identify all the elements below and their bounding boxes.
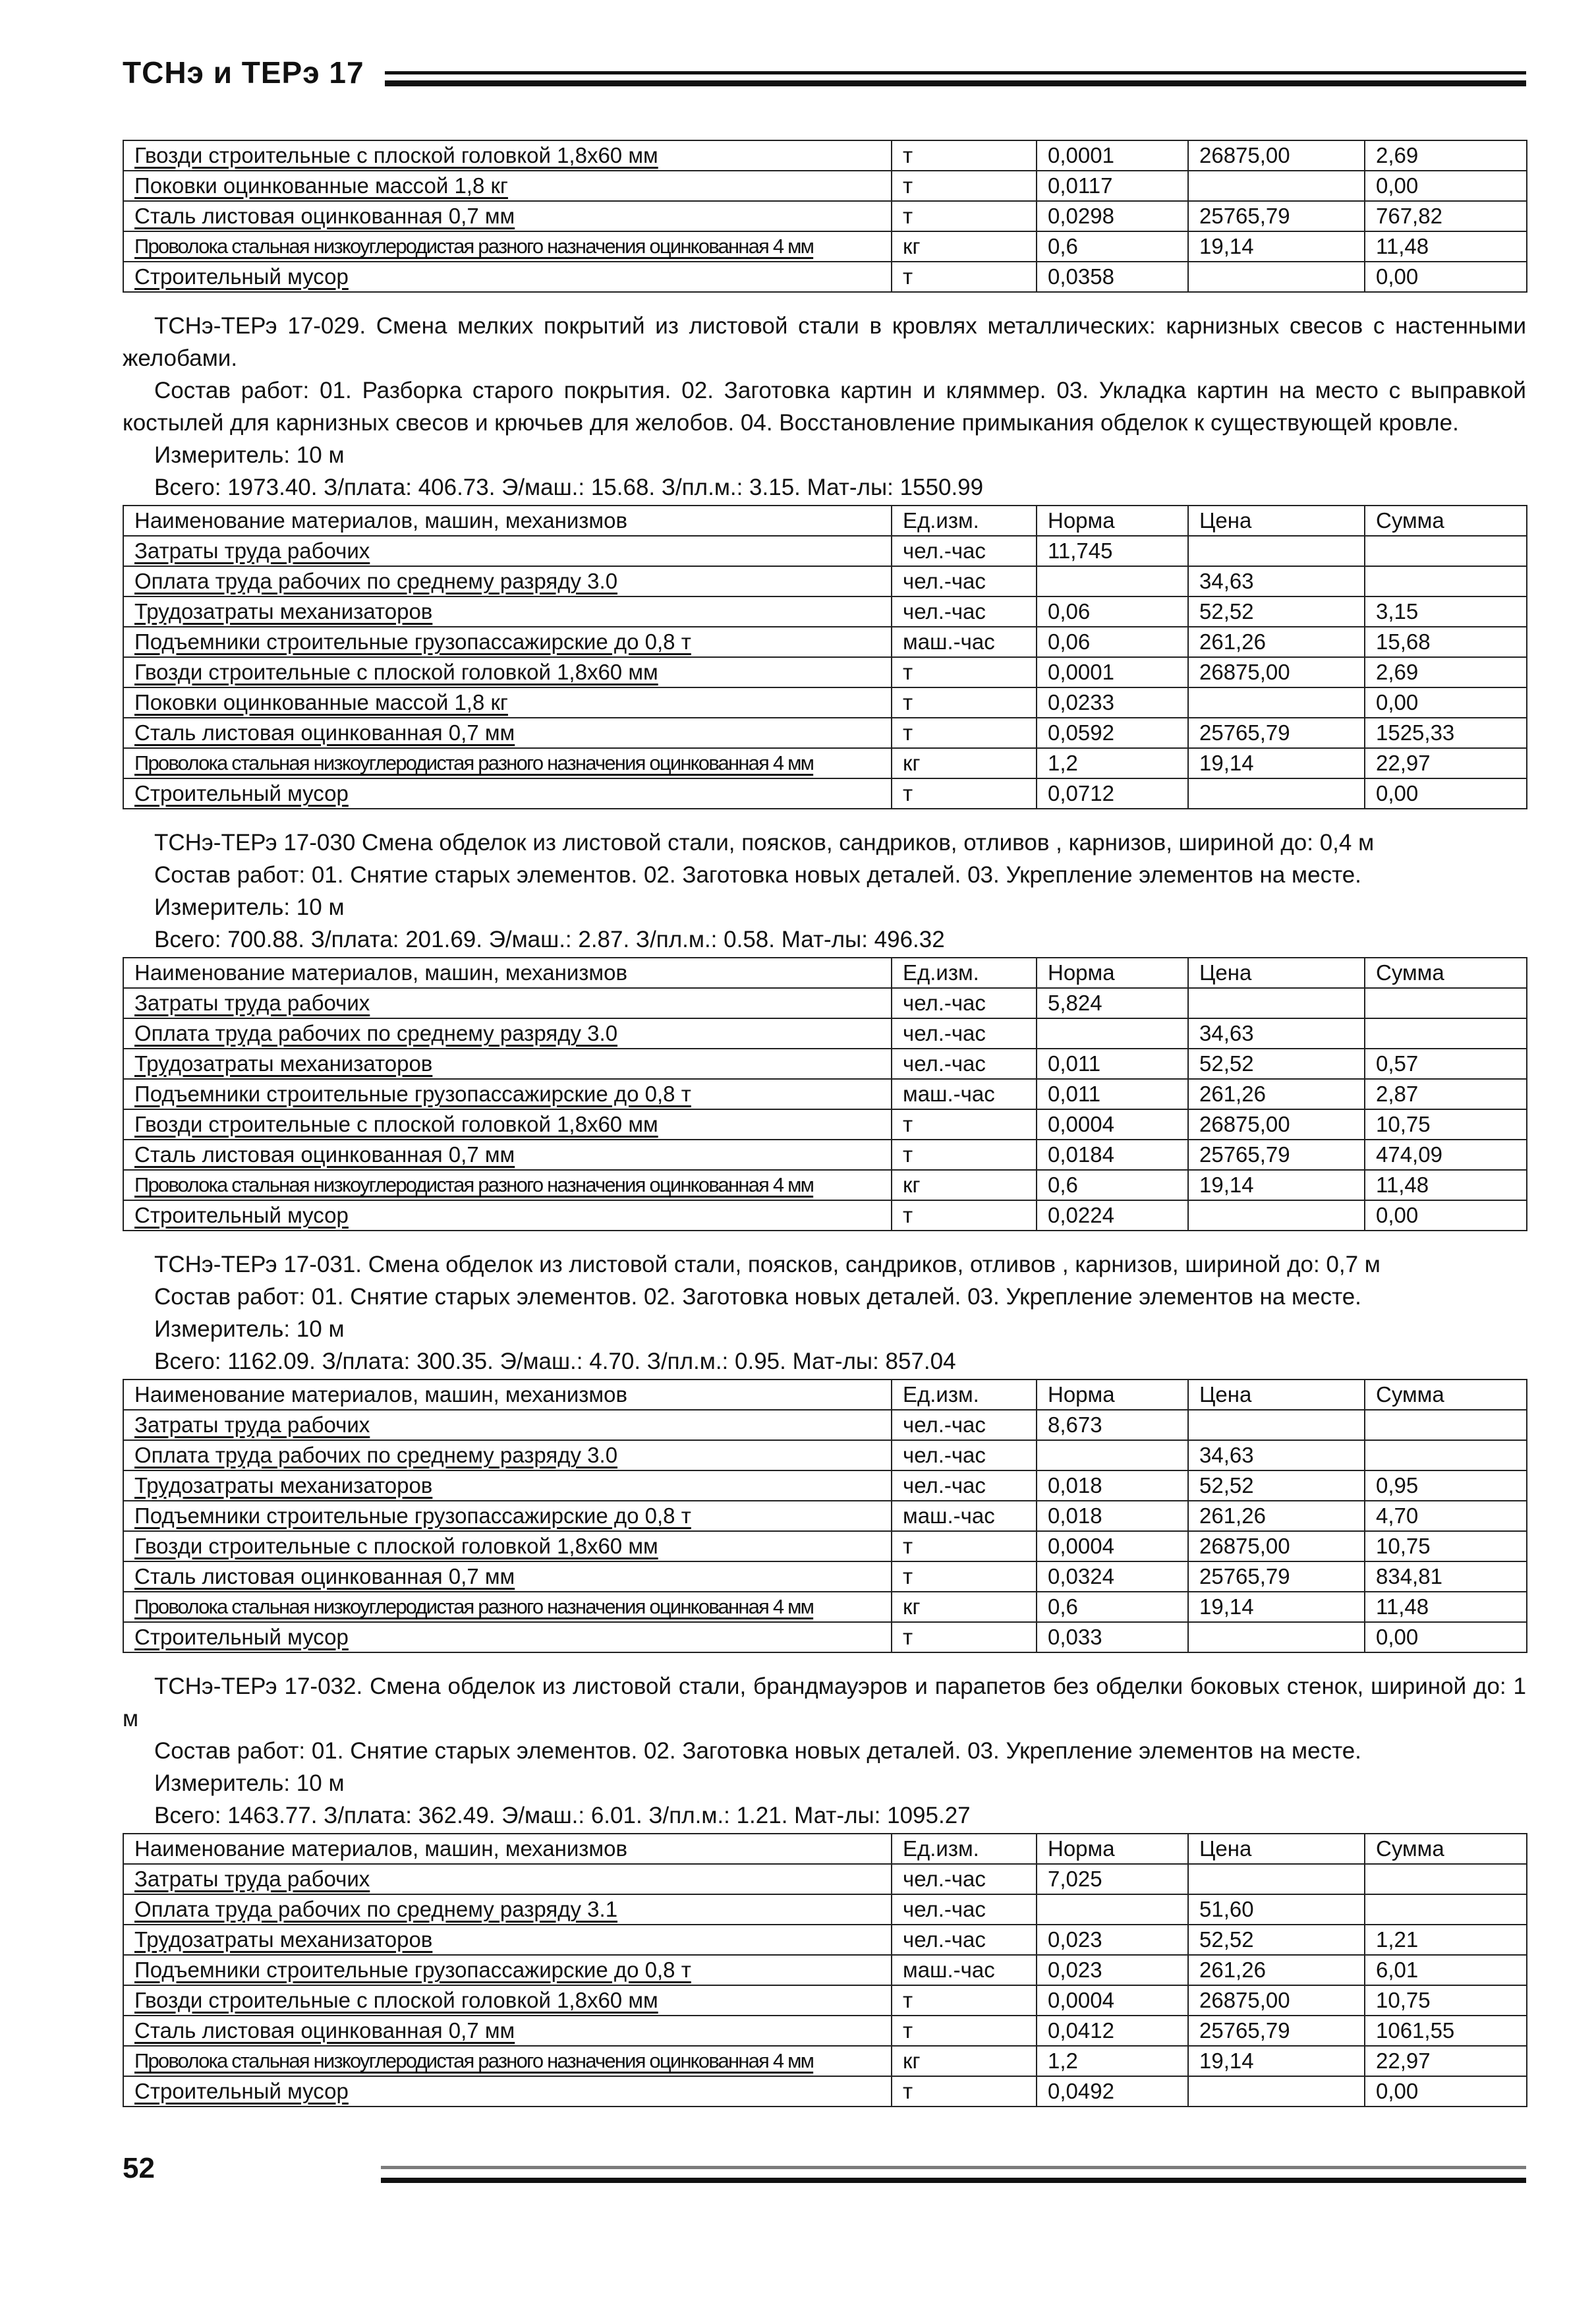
cost-totals: Всего: 700.88. З/плата: 201.69. Э/маш.: 2.87. З/пл.м.: 0.58. Мат-лы: 496.32	[154, 927, 945, 952]
cell-price: 25765,79	[1188, 201, 1365, 231]
cell-unit: кг	[892, 2046, 1037, 2076]
cell-price: 19,14	[1188, 231, 1365, 262]
cell-sum: 2,69	[1365, 140, 1527, 171]
cell-sum: 0,00	[1365, 687, 1527, 718]
cell-unit: т	[892, 1200, 1037, 1231]
cell-norm: 0,0117	[1037, 171, 1188, 201]
table-row	[123, 1864, 1527, 1894]
cell-unit: маш.-час	[892, 1955, 1037, 1985]
cell-unit: чел.-час	[892, 596, 1037, 627]
cell-name: Оплата труда рабочих по среднему разряду 3.0	[123, 1440, 892, 1470]
resource-table	[123, 505, 1527, 809]
running-title: ТСНэ и ТЕРэ 17	[123, 55, 364, 90]
cell-unit: т	[892, 2016, 1037, 2046]
cell-unit: чел.-час	[892, 1440, 1037, 1470]
cell-price: 25765,79	[1188, 1561, 1365, 1592]
cell-unit: кг	[892, 231, 1037, 262]
cell-price	[1188, 262, 1365, 292]
cell-price: 26875,00	[1188, 1531, 1365, 1561]
cell-unit: кг	[892, 1592, 1037, 1622]
table-row	[123, 201, 1527, 231]
cell-sum: 11,48	[1365, 1170, 1527, 1200]
table-row	[123, 1140, 1527, 1170]
continued-resource-table	[123, 140, 1527, 293]
column-header-norm: Норма	[1037, 958, 1188, 988]
cell-sum	[1365, 566, 1527, 596]
cell-price: 25765,79	[1188, 1140, 1365, 1170]
cell-unit: т	[892, 201, 1037, 231]
cell-norm: 0,011	[1037, 1079, 1188, 1109]
cell-unit: т	[892, 1985, 1037, 2016]
cell-name: Сталь листовая оцинкованная 0,7 мм	[123, 718, 892, 748]
cell-norm: 0,0412	[1037, 2016, 1188, 2046]
cell-name: Подъемники строительные грузопассажирские до 0,8 т	[123, 1955, 892, 1985]
cell-name: Проволока стальная низкоуглеродистая разного назначения оцинкованная 4 мм	[123, 1170, 892, 1200]
cell-price: 52,52	[1188, 1470, 1365, 1501]
table-row	[123, 1470, 1527, 1501]
cell-unit: чел.-час	[892, 1470, 1037, 1501]
section-title-text: ТСНэ-ТЕРэ 17-029. Смена мелких покрытий из листовой стали в кровлях металлических: карнизных свесов с настенными желобами.	[123, 313, 1526, 371]
cell-price: 34,63	[1188, 1440, 1365, 1470]
cell-price	[1188, 536, 1365, 566]
cell-name: Сталь листовая оцинкованная 0,7 мм	[123, 2016, 892, 2046]
cell-name: Трудозатраты механизаторов	[123, 1925, 892, 1955]
cell-sum: 0,00	[1365, 1622, 1527, 1652]
cell-name: Строительный мусор	[123, 1622, 892, 1652]
cell-unit: т	[892, 2076, 1037, 2107]
cell-name: Затраты труда рабочих	[123, 536, 892, 566]
cell-norm: 0,023	[1037, 1955, 1188, 1985]
cell-norm: 0,06	[1037, 627, 1188, 657]
work-composition	[123, 1735, 1526, 1767]
cell-name: Проволока стальная низкоуглеродистая разного назначения оцинкованная 4 мм	[123, 2046, 892, 2076]
cell-unit: чел.-час	[892, 566, 1037, 596]
cell-name: Проволока стальная низкоуглеродистая разного назначения оцинкованная 4 мм	[123, 1592, 892, 1622]
rate-section	[123, 310, 1526, 809]
cell-unit: т	[892, 1561, 1037, 1592]
section-title-text: ТСНэ-ТЕРэ 17-031. Смена обделок из листовой стали, поясков, сандриков, отливов , карнизов, шириной до: 0,7 м	[154, 1252, 1381, 1277]
cell-norm: 0,0492	[1037, 2076, 1188, 2107]
cell-sum: 3,15	[1365, 596, 1527, 627]
cell-price	[1188, 1864, 1365, 1894]
cell-name: Затраты труда рабочих	[123, 1410, 892, 1440]
page-header	[123, 54, 1526, 94]
cell-sum: 0,00	[1365, 1200, 1527, 1231]
cell-name: Проволока стальная низкоуглеродистая разного назначения оцинкованная 4 мм	[123, 748, 892, 778]
cell-name: Гвозди строительные с плоской головкой 1,8х60 мм	[123, 1531, 892, 1561]
cell-norm: 0,018	[1037, 1470, 1188, 1501]
cell-name: Сталь листовая оцинкованная 0,7 мм	[123, 1140, 892, 1170]
cell-price	[1188, 778, 1365, 809]
cell-norm	[1037, 1894, 1188, 1925]
table-row	[123, 2076, 1527, 2107]
cell-price	[1188, 171, 1365, 201]
table-row	[123, 1410, 1527, 1440]
cell-price: 26875,00	[1188, 657, 1365, 687]
cell-price	[1188, 1410, 1365, 1440]
cell-name: Проволока стальная низкоуглеродистая разного назначения оцинкованная 4 мм	[123, 231, 892, 262]
table-row	[123, 1894, 1527, 1925]
cell-sum: 10,75	[1365, 1109, 1527, 1140]
cell-name: Подъемники строительные грузопассажирские до 0,8 т	[123, 627, 892, 657]
measure-unit: Измеритель: 10 м	[154, 442, 345, 468]
section-title-text: ТСНэ-ТЕРэ 17-030 Смена обделок из листовой стали, поясков, сандриков, отливов , карнизов, шириной до: 0,4 м	[154, 830, 1375, 856]
table-header-row	[123, 1380, 1527, 1410]
cell-name: Оплата труда рабочих по среднему разряду 3.0	[123, 566, 892, 596]
cell-unit: т	[892, 1622, 1037, 1652]
table-row	[123, 627, 1527, 657]
table-header-row	[123, 1834, 1527, 1864]
cell-price: 261,26	[1188, 1079, 1365, 1109]
cell-sum: 0,00	[1365, 262, 1527, 292]
cell-norm: 0,023	[1037, 1925, 1188, 1955]
cell-unit: маш.-час	[892, 1079, 1037, 1109]
cell-name: Гвозди строительные с плоской головкой 1,8х60 мм	[123, 1985, 892, 2016]
work-composition	[123, 374, 1526, 439]
cell-norm	[1037, 1440, 1188, 1470]
work-composition	[123, 1281, 1526, 1313]
column-header-price: Цена	[1188, 1834, 1365, 1864]
cell-sum	[1365, 1864, 1527, 1894]
section-title	[123, 827, 1526, 859]
measure-unit: Измеритель: 10 м	[154, 1316, 345, 1342]
table-row	[123, 1985, 1527, 2016]
column-header-unit: Ед.изм.	[892, 1380, 1037, 1410]
cell-name: Сталь листовая оцинкованная 0,7 мм	[123, 201, 892, 231]
column-header-sum: Сумма	[1365, 506, 1527, 536]
cell-norm: 0,6	[1037, 1170, 1188, 1200]
cost-totals: Всего: 1463.77. З/плата: 362.49. Э/маш.: 6.01. З/пл.м.: 1.21. Мат-лы: 1095.27	[154, 1803, 971, 1828]
cell-unit: т	[892, 718, 1037, 748]
cell-name: Гвозди строительные с плоской головкой 1,8х60 мм	[123, 657, 892, 687]
cell-norm: 0,6	[1037, 231, 1188, 262]
cell-unit: чел.-час	[892, 1925, 1037, 1955]
cell-price	[1188, 1622, 1365, 1652]
table-row	[123, 1049, 1527, 1079]
cell-name: Поковки оцинкованные массой 1,8 кг	[123, 687, 892, 718]
cell-unit: чел.-час	[892, 1018, 1037, 1049]
table-row	[123, 1592, 1527, 1622]
cell-norm: 0,0712	[1037, 778, 1188, 809]
cell-price: 19,14	[1188, 1592, 1365, 1622]
cell-price: 19,14	[1188, 2046, 1365, 2076]
cell-price: 261,26	[1188, 1501, 1365, 1531]
cell-price: 25765,79	[1188, 718, 1365, 748]
column-header-norm: Норма	[1037, 506, 1188, 536]
cell-norm: 1,2	[1037, 748, 1188, 778]
table-row	[123, 566, 1527, 596]
table-row	[123, 1925, 1527, 1955]
cell-name: Поковки оцинкованные массой 1,8 кг	[123, 171, 892, 201]
work-composition	[123, 859, 1526, 891]
column-header-name: Наименование материалов, машин, механизмов	[123, 958, 892, 988]
cell-norm: 0,0004	[1037, 1531, 1188, 1561]
cell-sum: 474,09	[1365, 1140, 1527, 1170]
cell-name: Затраты труда рабочих	[123, 1864, 892, 1894]
column-header-sum: Сумма	[1365, 1834, 1527, 1864]
cell-norm: 0,0001	[1037, 657, 1188, 687]
cell-sum: 2,87	[1365, 1079, 1527, 1109]
cell-unit: чел.-час	[892, 536, 1037, 566]
cell-price: 34,63	[1188, 1018, 1365, 1049]
page-footer	[123, 2150, 1526, 2196]
header-rule-thick	[385, 80, 1526, 86]
cell-price: 19,14	[1188, 748, 1365, 778]
resource-table	[123, 1379, 1527, 1653]
column-header-sum: Сумма	[1365, 958, 1527, 988]
cell-sum: 767,82	[1365, 201, 1527, 231]
work-composition-text: Состав работ: 01. Снятие старых элементов. 02. Заготовка новых деталей. 03. Укрепление элементов на месте.	[154, 862, 1361, 888]
cell-norm: 0,011	[1037, 1049, 1188, 1079]
column-header-norm: Норма	[1037, 1380, 1188, 1410]
cell-sum	[1365, 1410, 1527, 1440]
work-composition-text: Состав работ: 01. Разборка старого покрытия. 02. Заготовка картин и кляммер. 03. Укладка картин на место с выправкой костылей для карнизных свесов и крючьев для желобов. 04. Восстановление примыкания обделок к существующей кровле.	[123, 378, 1526, 436]
cell-norm: 0,0233	[1037, 687, 1188, 718]
cell-unit: т	[892, 1531, 1037, 1561]
rate-section	[123, 1670, 1526, 2107]
cell-price: 25765,79	[1188, 2016, 1365, 2046]
cell-unit: кг	[892, 1170, 1037, 1200]
header-rule-thin	[385, 71, 1526, 74]
cell-sum: 0,57	[1365, 1049, 1527, 1079]
cell-norm: 0,6	[1037, 1592, 1188, 1622]
cell-price: 19,14	[1188, 1170, 1365, 1200]
table-row	[123, 1079, 1527, 1109]
cell-sum	[1365, 1440, 1527, 1470]
cell-unit: т	[892, 262, 1037, 292]
table-row	[123, 2046, 1527, 2076]
table-row	[123, 1170, 1527, 1200]
cell-unit: маш.-час	[892, 1501, 1037, 1531]
cell-unit: т	[892, 778, 1037, 809]
cell-norm: 0,0004	[1037, 1109, 1188, 1140]
cell-name: Оплата труда рабочих по среднему разряду 3.0	[123, 1018, 892, 1049]
table-row	[123, 1200, 1527, 1231]
table-header-row	[123, 958, 1527, 988]
cell-name: Трудозатраты механизаторов	[123, 1470, 892, 1501]
column-header-unit: Ед.изм.	[892, 1834, 1037, 1864]
column-header-norm: Норма	[1037, 1834, 1188, 1864]
cell-name: Подъемники строительные грузопассажирские до 0,8 т	[123, 1079, 892, 1109]
table-header-row	[123, 506, 1527, 536]
cell-name: Оплата труда рабочих по среднему разряду 3.1	[123, 1894, 892, 1925]
table-row	[123, 2016, 1527, 2046]
cell-sum: 22,97	[1365, 748, 1527, 778]
cell-sum: 4,70	[1365, 1501, 1527, 1531]
cell-norm: 11,745	[1037, 536, 1188, 566]
cell-name: Затраты труда рабочих	[123, 988, 892, 1018]
cell-unit: т	[892, 657, 1037, 687]
cell-norm: 0,0224	[1037, 1200, 1188, 1231]
table-row	[123, 1955, 1527, 1985]
cell-norm: 8,673	[1037, 1410, 1188, 1440]
rate-section	[123, 827, 1526, 1231]
cell-sum: 0,00	[1365, 2076, 1527, 2107]
cell-price: 52,52	[1188, 1049, 1365, 1079]
cell-price: 52,52	[1188, 1925, 1365, 1955]
table-row	[123, 988, 1527, 1018]
cell-norm: 0,0004	[1037, 1985, 1188, 2016]
cell-norm: 0,0298	[1037, 201, 1188, 231]
table-row	[123, 1018, 1527, 1049]
cell-name: Строительный мусор	[123, 1200, 892, 1231]
cell-name: Трудозатраты механизаторов	[123, 596, 892, 627]
measure-unit: Измеритель: 10 м	[154, 1770, 345, 1796]
rate-section	[123, 1248, 1526, 1653]
cell-sum: 1061,55	[1365, 2016, 1527, 2046]
cell-unit: т	[892, 140, 1037, 171]
cell-price: 26875,00	[1188, 1985, 1365, 2016]
cell-norm	[1037, 1018, 1188, 1049]
cell-unit: чел.-час	[892, 1410, 1037, 1440]
column-header-price: Цена	[1188, 1380, 1365, 1410]
page-content	[123, 140, 1526, 2107]
cell-norm: 7,025	[1037, 1864, 1188, 1894]
resource-table	[123, 957, 1527, 1231]
cell-name: Подъемники строительные грузопассажирские до 0,8 т	[123, 1501, 892, 1531]
cell-sum: 0,95	[1365, 1470, 1527, 1501]
cell-unit: чел.-час	[892, 1864, 1037, 1894]
table-row	[123, 596, 1527, 627]
column-header-price: Цена	[1188, 506, 1365, 536]
cell-unit: т	[892, 1140, 1037, 1170]
cell-sum: 0,00	[1365, 778, 1527, 809]
cell-price: 26875,00	[1188, 1109, 1365, 1140]
cell-sum: 6,01	[1365, 1955, 1527, 1985]
cell-sum	[1365, 988, 1527, 1018]
cell-unit: кг	[892, 748, 1037, 778]
cell-sum: 10,75	[1365, 1531, 1527, 1561]
cell-sum: 2,69	[1365, 657, 1527, 687]
cell-name: Трудозатраты механизаторов	[123, 1049, 892, 1079]
section-title-text: ТСНэ-ТЕРэ 17-032. Смена обделок из листовой стали, брандмауэров и парапетов без обделки боковых стенок, шириной до: 1 м	[123, 1673, 1526, 1731]
cell-norm: 0,033	[1037, 1622, 1188, 1652]
cell-sum: 834,81	[1365, 1561, 1527, 1592]
cell-norm	[1037, 566, 1188, 596]
cell-name: Гвозди строительные с плоской головкой 1,8х60 мм	[123, 1109, 892, 1140]
cell-norm: 0,0592	[1037, 718, 1188, 748]
section-title	[123, 1248, 1526, 1281]
cell-sum	[1365, 1894, 1527, 1925]
table-row	[123, 262, 1527, 292]
cell-price: 261,26	[1188, 627, 1365, 657]
cell-sum: 22,97	[1365, 2046, 1527, 2076]
cell-price: 52,52	[1188, 596, 1365, 627]
table-row	[123, 687, 1527, 718]
cell-norm: 5,824	[1037, 988, 1188, 1018]
work-composition-text: Состав работ: 01. Снятие старых элементов. 02. Заготовка новых деталей. 03. Укрепление элементов на месте.	[154, 1738, 1361, 1764]
cell-unit: т	[892, 687, 1037, 718]
cell-sum	[1365, 536, 1527, 566]
cell-norm: 0,0358	[1037, 262, 1188, 292]
cell-name: Строительный мусор	[123, 2076, 892, 2107]
column-header-name: Наименование материалов, машин, механизмов	[123, 1380, 892, 1410]
cell-price	[1188, 988, 1365, 1018]
cell-sum: 1,21	[1365, 1925, 1527, 1955]
table-row	[123, 1440, 1527, 1470]
cell-name: Строительный мусор	[123, 262, 892, 292]
footer-rule-thick	[381, 2178, 1526, 2183]
table-row	[123, 1531, 1527, 1561]
table-row	[123, 778, 1527, 809]
table-row	[123, 1561, 1527, 1592]
cell-sum: 15,68	[1365, 627, 1527, 657]
column-header-unit: Ед.изм.	[892, 506, 1037, 536]
cell-norm: 0,018	[1037, 1501, 1188, 1531]
table-row	[123, 657, 1527, 687]
cell-price	[1188, 2076, 1365, 2107]
cell-price	[1188, 687, 1365, 718]
table-row	[123, 231, 1527, 262]
cost-totals: Всего: 1973.40. З/плата: 406.73. Э/маш.: 15.68. З/пл.м.: 3.15. Мат-лы: 1550.99	[154, 475, 984, 500]
cell-sum	[1365, 1018, 1527, 1049]
cell-sum: 11,48	[1365, 231, 1527, 262]
cell-norm: 0,06	[1037, 596, 1188, 627]
table-row	[123, 1109, 1527, 1140]
cell-sum: 0,00	[1365, 171, 1527, 201]
resource-table	[123, 1833, 1527, 2107]
table-row	[123, 140, 1527, 171]
cell-unit: чел.-час	[892, 1049, 1037, 1079]
cell-name: Сталь листовая оцинкованная 0,7 мм	[123, 1561, 892, 1592]
section-title	[123, 1670, 1526, 1735]
work-composition-text: Состав работ: 01. Снятие старых элементов. 02. Заготовка новых деталей. 03. Укрепление элементов на месте.	[154, 1284, 1361, 1310]
column-header-sum: Сумма	[1365, 1380, 1527, 1410]
cell-norm: 0,0324	[1037, 1561, 1188, 1592]
cell-unit: чел.-час	[892, 1894, 1037, 1925]
cell-sum: 10,75	[1365, 1985, 1527, 2016]
cell-price	[1188, 1200, 1365, 1231]
cell-price: 26875,00	[1188, 140, 1365, 171]
cell-norm: 0,0001	[1037, 140, 1188, 171]
cell-price: 51,60	[1188, 1894, 1365, 1925]
table-row	[123, 748, 1527, 778]
column-header-unit: Ед.изм.	[892, 958, 1037, 988]
cell-norm: 0,0184	[1037, 1140, 1188, 1170]
cell-unit: чел.-час	[892, 988, 1037, 1018]
cost-totals: Всего: 1162.09. З/плата: 300.35. Э/маш.: 4.70. З/пл.м.: 0.95. Мат-лы: 857.04	[154, 1349, 956, 1374]
measure-unit: Измеритель: 10 м	[154, 894, 345, 920]
column-header-name: Наименование материалов, машин, механизмов	[123, 506, 892, 536]
cell-name: Строительный мусор	[123, 778, 892, 809]
page-number: 52	[123, 2152, 155, 2184]
cell-sum: 1525,33	[1365, 718, 1527, 748]
cell-price: 34,63	[1188, 566, 1365, 596]
cell-norm: 1,2	[1037, 2046, 1188, 2076]
cell-unit: т	[892, 1109, 1037, 1140]
table-row	[123, 1622, 1527, 1652]
section-title	[123, 310, 1526, 374]
cell-unit: т	[892, 171, 1037, 201]
column-header-name: Наименование материалов, машин, механизмов	[123, 1834, 892, 1864]
table-row	[123, 171, 1527, 201]
cell-price: 261,26	[1188, 1955, 1365, 1985]
footer-rule-thin	[381, 2166, 1526, 2169]
table-row	[123, 718, 1527, 748]
column-header-price: Цена	[1188, 958, 1365, 988]
cell-sum: 11,48	[1365, 1592, 1527, 1622]
table-row	[123, 1501, 1527, 1531]
cell-unit: маш.-час	[892, 627, 1037, 657]
cell-name: Гвозди строительные с плоской головкой 1,8х60 мм	[123, 140, 892, 171]
table-row	[123, 536, 1527, 566]
